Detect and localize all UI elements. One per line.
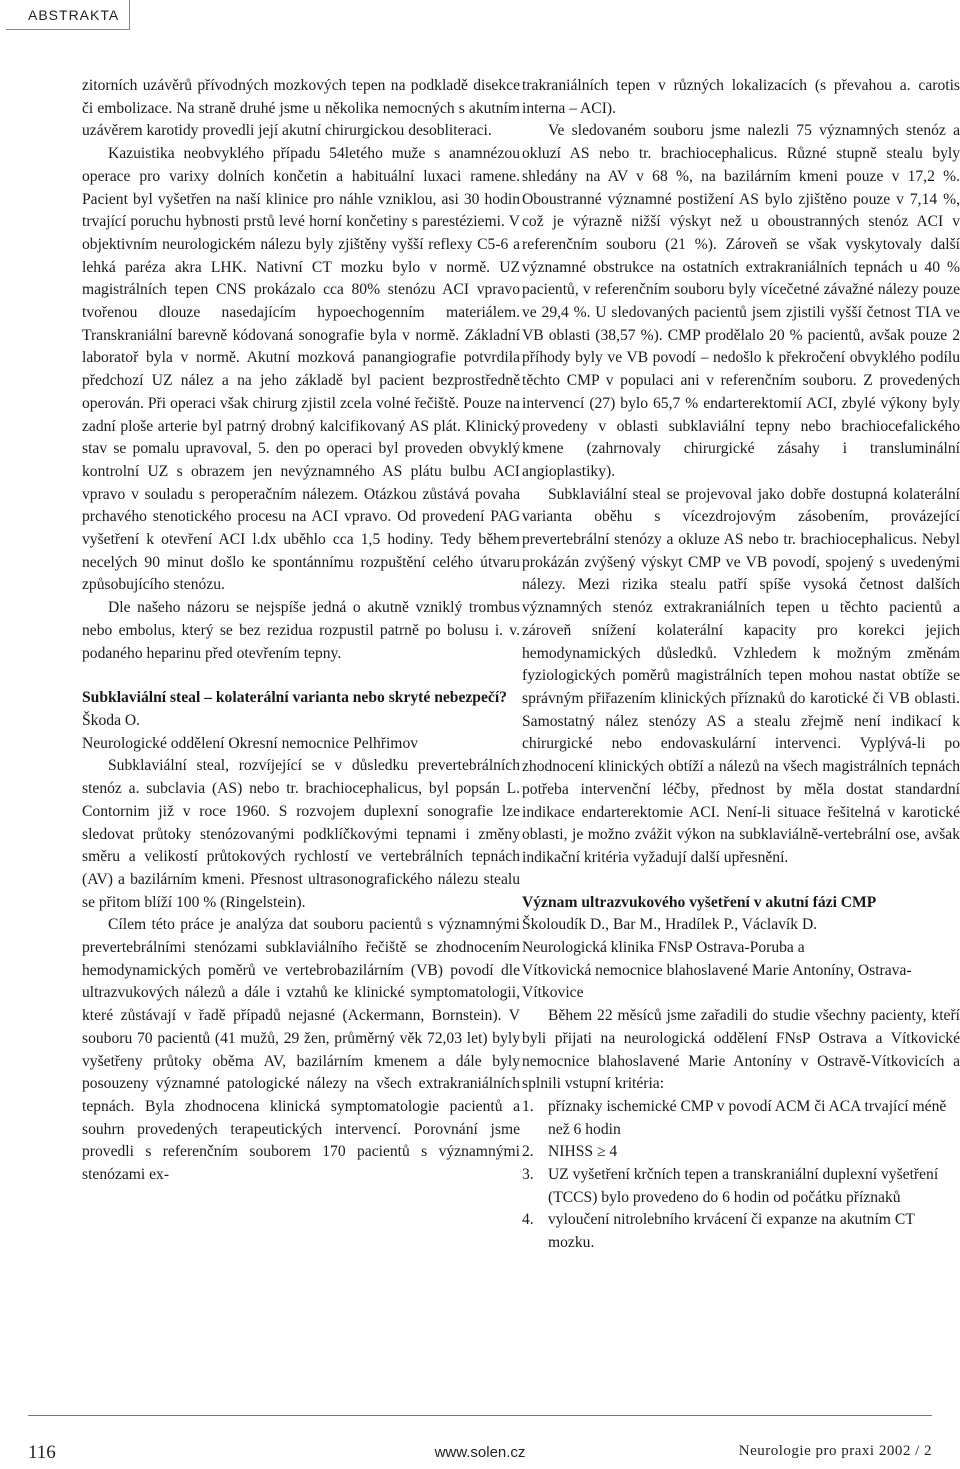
publisher-url: www.solen.cz <box>434 1444 526 1461</box>
paragraph: Během 22 měsíců jsme zařadili do studie všechny pacienty, kteří byli přijati na neurologická oddělení FNsP Ostrava a Vítkovické nemocnice blahoslavené Marie Antoníny v Ostravě-Vítkovicích a splnili vstupní kritéria: <box>522 1007 960 1093</box>
list-number: 4. <box>522 1211 534 1229</box>
list-text: vyloučení nitrolebního krvácení či expanze na akutním CT mozku. <box>548 1211 915 1252</box>
paragraph: Subklaviální steal se projevoval jako dobře dostupná kolaterální varianta oběhu s vícezdrojovým zásobením, provázející prevertebrální stenózy a okluze AS nebo tr. brachiocephalicus. Nebyl prokázán zvýšený výskyt CMP ve VB povodí, spojený s uvedenými nálezy. Mezi rizika stealu patří spíše vysoká četnost dalších významných stenóz extrakraniálních tepen u těchto pacientů a zároveň snížení kolaterální kapacity pro korekci jejich hemodynamických důsledků. Vzhledem k možným změnám fyziologických poměrů magistrálních tepen mohou nastat obtíže se správným přiřazením klinických příznaků do karotické či VB oblasti. Samostatný nález stenózy AS a stealu zřejmě není indikací k chirurgické nebo endovaskulární intervenci. Vyplývá-li po zhodnocení klinických obtíží a nálezů na všech magistrálních tepnách potřeba intervenční léčby, přednost by měla dostat standardní indikace endarterektomie ACI. Není-li situace řešitelná v karotické oblasti, je možno zvážit výkon na subklaviálně-vertebrální ose, avšak indikační kritéria vyžadují další upřesnění. <box>522 485 960 866</box>
criteria-list <box>522 1096 960 1255</box>
paragraph: Dle našeho názoru se nejspíše jedná o akutně vzniklý trombus nebo embolus, který se bez rezidua rozpustil patrně po bolusu i. v. podaného heparinu před otevřením tepny. <box>82 599 520 662</box>
list-number: 1. <box>522 1097 534 1115</box>
section-label: ABSTRAKTA <box>0 0 130 30</box>
paragraph: Cílem této práce je analýza dat souboru pacientů s významnými prevertebrálními stenózami subklaviálního řečiště se zhodnocením hemodynamických poměrů ve vertebrobazilárním (VB) povodí dle ultrazvukových nálezů a dále i vztahů ke klinické symptomatologii, které zůstávají v řadě případů nejasné (Ackermann, Bornstein). V souboru 70 pacientů (41 mužů, 29 žen, průměrný věk 72,03 let) byly vyšetřeny průtoky oběma AV, bazilárním kmenem a dále byly posouzeny významné patologické nálezy na všech extrakraniálních tepnách. Byla zhodnocena klinická symptomatologie pacientů a souhrn provedených terapeutických intervencí. Porovnání jsme provedli s referenčním souborem 170 pacientů s významnými stenózami ex- <box>82 916 520 1184</box>
list-number: 3. <box>522 1166 534 1184</box>
list-text: příznaky ischemické CMP v povodí ACM či ACA trvající méně než 6 hodin <box>548 1097 947 1138</box>
right-column <box>522 75 960 1255</box>
spacer <box>522 870 960 892</box>
list-item <box>522 1096 960 1141</box>
paragraph: Subklaviální steal, rozvíjející se v důsledku prevertebrálních stenóz a. subclavia (AS) nebo tr. brachiocephalicus, byl popsán L. Contornim již v roce 1960. S rozvojem duplexní sonografie lze sledovat průtoky stenózovanými podklíčkovými tepnami i změny směru a velikostí průtokových rychlostí ve vertebrálních tepnách (AV) a bazilárním kmeni. Přesnost ultrasonografického nálezu stealu se přitom blíží 100 % (Ringelstein). <box>82 757 520 911</box>
article-title: Význam ultrazvukového vyšetření v akutní fázi CMP <box>522 893 877 911</box>
article-authors: Školoudík D., Bar M., Hradílek P., Václavík D. <box>522 916 818 934</box>
article-affiliation: Neurologické oddělení Okresní nemocnice Pelhřimov <box>82 734 419 752</box>
article-affiliation: Neurologická klinika FNsP Ostrava-Poruba a <box>522 939 805 957</box>
paragraph: trakraniálních tepen v různých lokalizacích (s převahou a. carotis interna – ACI). <box>522 77 960 117</box>
list-text: UZ vyšetření krčních tepen a transkraniální duplexní vyšetření (TCCS) bylo provedeno do 6 hodin od počátku příznaků <box>548 1166 939 1206</box>
list-item <box>522 1209 960 1254</box>
footer-divider <box>28 1415 932 1416</box>
list-number: 2. <box>522 1143 534 1161</box>
paragraph: Ve sledovaném souboru jsme nalezli 75 významných stenóz a okluzí AS nebo tr. brachiocephalicus. Různé stupně stealu byly shledány na AV v 68 %, na bazilárním kmeni pouze v 17,2 %. Oboustranné významné postižení AS bylo zjištěno pouze v 7,14 %, což je výrazně nižší výskyt než u oboustranných stenóz ACI v referenčním souboru (21 %). Zároveň se však vyskytovaly další významné obstrukce na ostatních extrakraniálních tepnách u 40 % pacientů, v referenčním souboru byly vícečetné závažné nálezy pouze ve 29,4 %. U sledovaných pacientů jsem zjistili vyšší četnost TIA ve VB oblasti (38,57 %). CMP prodělalo 20 % pacientů, avšak pouze 2 příhody byly ve VB povodí – nedošlo k překročení obvyklého podílu těchto CMP v populaci ani v referenčním souboru. Z provedených intervencí (27) bylo 65,7 % endarterektomií ACI, zbylé výkony byly provedeny v oblasti subklaviální tepny nebo brachiocefalického kmene (zahrnovaly chirurgické zásahy i transluminální angioplastiky). <box>522 122 960 480</box>
article-affiliation: Vítkovická nemocnice blahoslavené Marie Antoníny, Ostrava-Vítkovice <box>522 961 912 1002</box>
list-item <box>522 1141 960 1164</box>
list-item <box>522 1164 960 1209</box>
paragraph: Kazuistika neobvyklého případu 54letého muže s anamnézou operace pro varixy dolních končetin a habituální luxaci ramene. Pacient byl vyšetřen na naší klinice pro náhle vzniklou, asi 30 hodin trvající poruchu hybnosti prstů levé horní končetiny s parestéziemi. V objektivním neurologickém nálezu byly zjištěny vyšší reflexy C5-6 a lehká paréza akra LHK. Nativní CT mozku bylo v normě. UZ magistrálních tepen CNS prokázalo cca 80% stenózu ACI vpravo tvořenou dlouze nasedajícím hypoechogenním materiálem. Transkraniální barevně kódovaná sonografie byla v normě. Základní laboratoř byla v normě. Akutní mozková panangiografie potvrdila předchozí UZ nález a na jeho základě byl pacient bezprostředně operován. Při operaci však chirurg zjistil zcela volné řečiště. Pouze na zadní ploše arterie byl patrný drobný kalcifikovaný AS plát. Klinický stav se pomalu upravoval, 5. den po operaci byl proveden obvyklý kontrolní UZ s obrazem jen nevýznamného AS plátu bulbu ACI vpravo v souladu s peroperačním nálezem. Otázkou zůstává povaha prchavého stenotického procesu na ACI vpravo. Od provedení PAG vyšetření k otevření ACI l.dx uběhlo cca 1,5 hodiny. Tedy během necelých 90 minut došlo ke spontánnímu rozpuštění celého útvaru způsobujícího stenózu. <box>82 145 520 594</box>
list-text: NIHSS ≥ 4 <box>548 1143 618 1161</box>
article-title: Subklaviální steal – kolaterální varianta nebo skryté nebezpečí? <box>82 689 507 707</box>
spacer <box>82 665 520 687</box>
paragraph: zitorních uzávěrů přívodných mozkových tepen na podkladě disekce či embolizace. Na straně druhé jsme u několika nemocných s akutním uzávěrem karotidy provedli její akutní chirurgickou desobliteraci. <box>82 77 520 140</box>
article-author: Škoda O. <box>82 711 141 729</box>
page-number: 116 <box>28 1442 56 1463</box>
journal-name: Neurologie pro praxi 2002 / 2 <box>738 1443 932 1459</box>
left-column <box>82 75 520 1187</box>
